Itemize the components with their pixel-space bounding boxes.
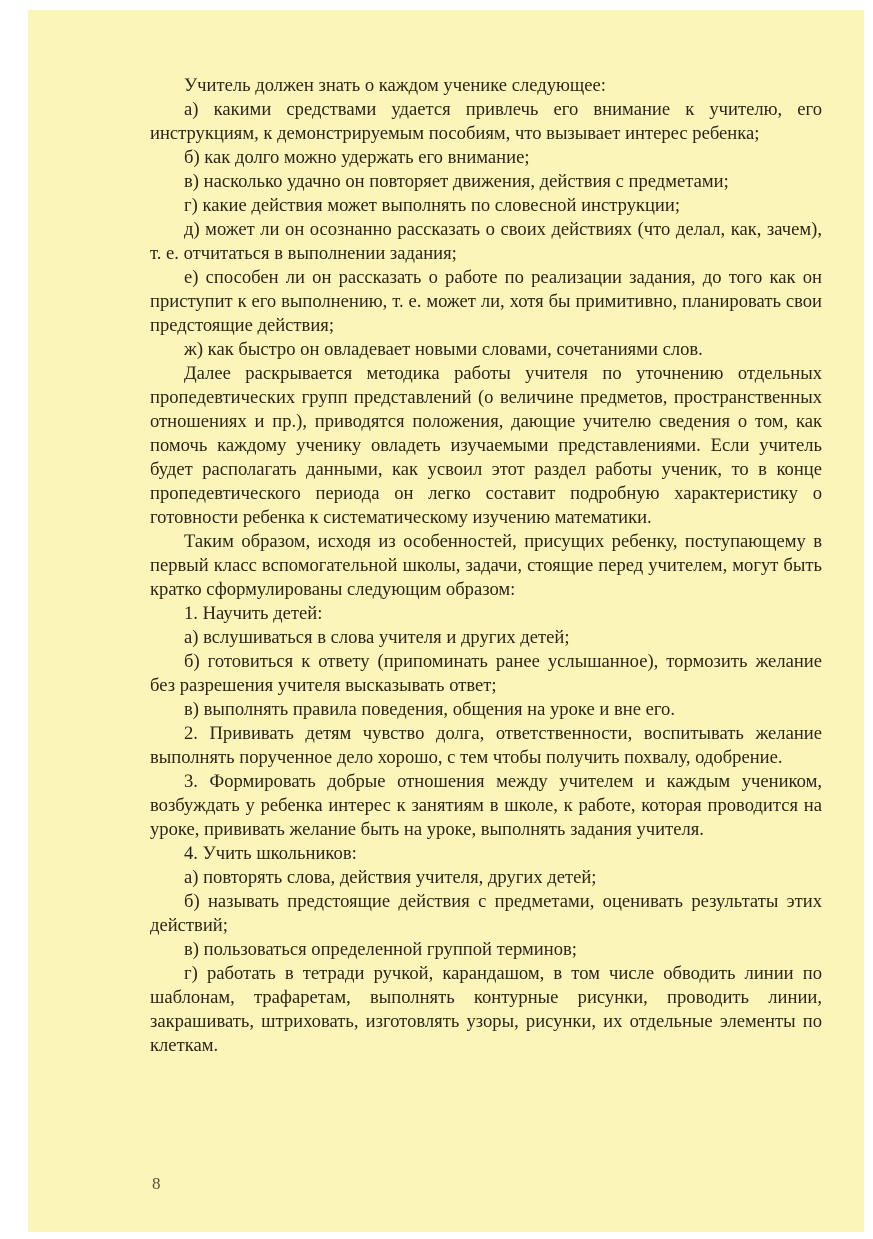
list-item: 3. Формировать добрые отношения между учителем и каждым учеником, возбуждать у ребенка интерес к занятиям в школе, к работе, которая проводится на уроке, прививать желание быть на уроке, выполнять задания учителя. <box>150 771 822 840</box>
list-item: б) как долго можно удержать его внимание; <box>184 147 530 168</box>
list-item: г) работать в тетради ручкой, карандашом, в том числе обводить линии по шаблонам, трафаретам, выполнять контурные рисунки, проводить линии, закрашивать, штриховать, изготовлять узоры, рисунки, их отдельные элементы по клеткам. <box>150 963 822 1056</box>
book-page <box>28 10 864 1232</box>
list-item: а) повторять слова, действия учителя, других детей; <box>184 867 597 888</box>
paragraph: Далее раскрывается методика работы учителя по уточнению отдельных пропедевтических групп представлений (о величине предметов, пространственных отношениях и пр.), приводятся положения, дающие учителю сведения о том, как помочь каждому ученику овладеть изучаемыми представлениями. Если учитель будет располагать данными, как усвоил этот раздел работы ученик, то в конце пропедевтического периода он легко составит подробную характеристику о готовности ребенка к систематическому изучению математики. <box>150 363 822 528</box>
list-item: д) может ли он осознанно рассказать о своих действиях (что делал, как, зачем), т. е. отчитаться в выполнении задания; <box>150 219 822 264</box>
list-item: 1. Научить детей: <box>184 603 323 624</box>
list-item: е) способен ли он рассказать о работе по реализации задания, до того как он приступит к его выполнению, т. е. может ли, хотя бы примитивно, планировать свои предстоящие действия; <box>150 267 822 336</box>
list-item: а) какими средствами удается привлечь его внимание к учителю, его инструкциям, к демонстрируемым пособиям, что вызывает интерес ребенка; <box>150 99 822 144</box>
list-item: ж) как быстро он овладевает новыми словами, сочетаниями слов. <box>184 339 703 360</box>
list-item: б) называть предстоящие действия с предметами, оценивать результаты этих действий; <box>150 891 822 936</box>
list-item: а) вслушиваться в слова учителя и других детей; <box>184 627 570 648</box>
list-item: б) готовиться к ответу (припоминать ранее услышанное), тормозить желание без разрешения учителя высказывать ответ; <box>150 651 822 696</box>
body-text <box>150 74 822 1058</box>
list-item: 4. Учить школьников: <box>184 843 357 864</box>
page-number: 8 <box>152 1174 161 1193</box>
list-item: в) насколько удачно он повторяет движения, действия с предметами; <box>184 171 729 192</box>
paragraph: Таким образом, исходя из особенностей, присущих ребенку, поступающему в первый класс вспомогательной школы, задачи, стоящие перед учителем, могут быть кратко сформулированы следующим образом: <box>150 531 822 600</box>
list-item: 2. Прививать детям чувство долга, ответственности, воспитывать желание выполнять порученное дело хорошо, с тем чтобы получить похвалу, одобрение. <box>150 723 822 768</box>
paragraph: Учитель должен знать о каждом ученике следующее: <box>184 75 606 96</box>
list-item: г) какие действия может выполнять по словесной инструкции; <box>184 195 680 216</box>
list-item: в) выполнять правила поведения, общения на уроке и вне его. <box>184 699 675 720</box>
list-item: в) пользоваться определенной группой терминов; <box>184 939 577 960</box>
